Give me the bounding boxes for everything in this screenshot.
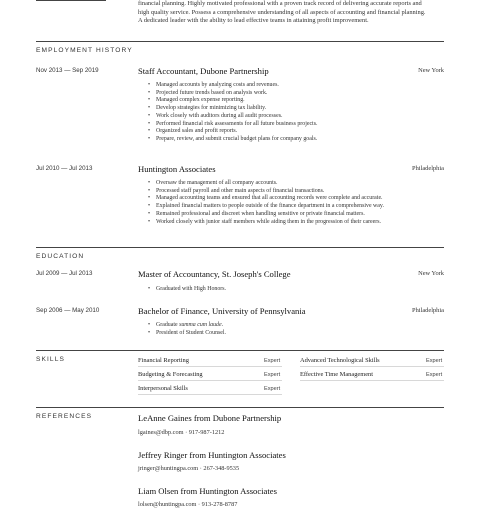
job-title: Huntington Associates	[138, 164, 216, 174]
list-item: • Worked closely with junior staff members while aiding them in the progression of their careers.	[148, 219, 448, 227]
job-dates: Nov 2013 — Sep 2019	[36, 67, 99, 74]
skill-divider	[300, 366, 444, 367]
list-item: • Prepare, review, and submit crucial budget plans for company goals.	[148, 136, 448, 144]
list-item: • Processed staff payroll and other main aspects of financial transactions.	[148, 188, 448, 196]
employment-heading: EMPLOYMENT HISTORY	[36, 47, 133, 54]
skill-name: Financial Reporting	[138, 357, 189, 364]
job-dates: Jul 2010 — Jul 2013	[36, 165, 93, 172]
skill-name: Interpersonal Skills	[138, 385, 188, 392]
skill-level: Expert	[264, 358, 281, 364]
top-divider-fragment	[36, 0, 106, 2]
skill-level: Expert	[264, 372, 281, 378]
skill-divider	[300, 380, 444, 381]
list-item: • Graduated with High Honors.	[148, 286, 448, 294]
list-item: • Remained professional and discreet when handling sensitive or private financial matters.	[148, 211, 448, 219]
skill-divider	[138, 366, 282, 367]
skill-name: Effective Time Management	[300, 371, 374, 378]
education-dates: Sep 2006 — May 2010	[36, 307, 100, 314]
skills-divider	[36, 350, 444, 351]
profile-summary	[138, 0, 446, 26]
list-item: • Develop strategies for minimizing tax liability.	[148, 105, 448, 113]
list-item: • Managed accounts by analyzing costs and revenues.	[148, 82, 448, 90]
list-item: • Work closely with auditors during all audit processes.	[148, 113, 448, 121]
latin-honor: summa cum laude	[179, 322, 222, 328]
reference-contact[interactable]: jringer@huntingpa.com · 267-348-9535	[138, 465, 240, 472]
reference-name: LeAnne Gaines from Dubone Partnership	[138, 413, 282, 423]
education-bullets	[148, 322, 448, 337]
education-title: Bachelor of Finance, University of Pennsylvania	[138, 306, 306, 316]
job-location: New York	[418, 67, 444, 74]
list-item: • President of Student Counsel.	[148, 330, 448, 338]
summary-line: high quality service. Possess a comprehensive understanding of all aspects of accounting and financial planning.	[138, 8, 426, 16]
education-heading: EDUCATION	[36, 253, 85, 260]
skill-level: Expert	[426, 372, 443, 378]
list-item: • Oversaw the management of all company accounts.	[148, 180, 448, 188]
reference-name: Liam Olsen from Huntington Associates	[138, 486, 277, 496]
references-heading: REFERENCES	[36, 413, 93, 420]
summary-line: A dedicated leader with the ability to lead effective teams in attaining profit improvement.	[138, 17, 369, 25]
list-item: • Organized sales and profit reports.	[148, 128, 448, 136]
education-divider	[36, 247, 444, 248]
skill-name: Advanced Technological Skills	[300, 357, 380, 364]
list-item: • Managed complex expense reporting.	[148, 97, 448, 105]
reference-contact[interactable]: lgaines@dbp.com · 917-987-1212	[138, 429, 225, 436]
skills-heading: SKILLS	[36, 356, 65, 363]
job-location: Philadelphia	[412, 165, 444, 172]
education-location: New York	[418, 270, 444, 277]
list-item: • Managed accounting teams and ensured that all accounting records were complete and accurate.	[148, 195, 448, 203]
list-item: • Graduate summa cum laude.	[148, 322, 448, 330]
education-dates: Jul 2009 — Jul 2013	[36, 270, 93, 277]
employment-divider	[36, 41, 444, 42]
education-bullets	[148, 286, 448, 294]
education-title: Master of Accountancy, St. Joseph's College	[138, 269, 291, 279]
skill-name: Budgeting & Forecasting	[138, 371, 203, 378]
skill-divider	[138, 394, 282, 395]
reference-contact[interactable]: lolsen@huntingpa.com · 913-278-8787	[138, 501, 238, 508]
education-location: Philadelphia	[412, 307, 444, 314]
job-bullets	[148, 180, 448, 226]
list-item: • Explained financial matters to people outside of the finance department in a comprehensive way.	[148, 203, 448, 211]
job-title: Staff Accountant, Dubone Partnership	[138, 66, 269, 76]
summary-line: financial planning. Highly motivated professional with a proven track record of delivering accurate reports and	[138, 0, 422, 7]
skill-divider	[138, 380, 282, 381]
reference-name: Jeffrey Ringer from Huntington Associates	[138, 450, 286, 460]
list-item: • Projected future trends based on analysis work.	[148, 90, 448, 98]
job-bullets	[148, 82, 448, 144]
references-divider	[36, 407, 444, 408]
list-item: • Performed financial risk assessments for all future business projects.	[148, 121, 448, 129]
skill-level: Expert	[426, 358, 443, 364]
skill-level: Expert	[264, 386, 281, 392]
